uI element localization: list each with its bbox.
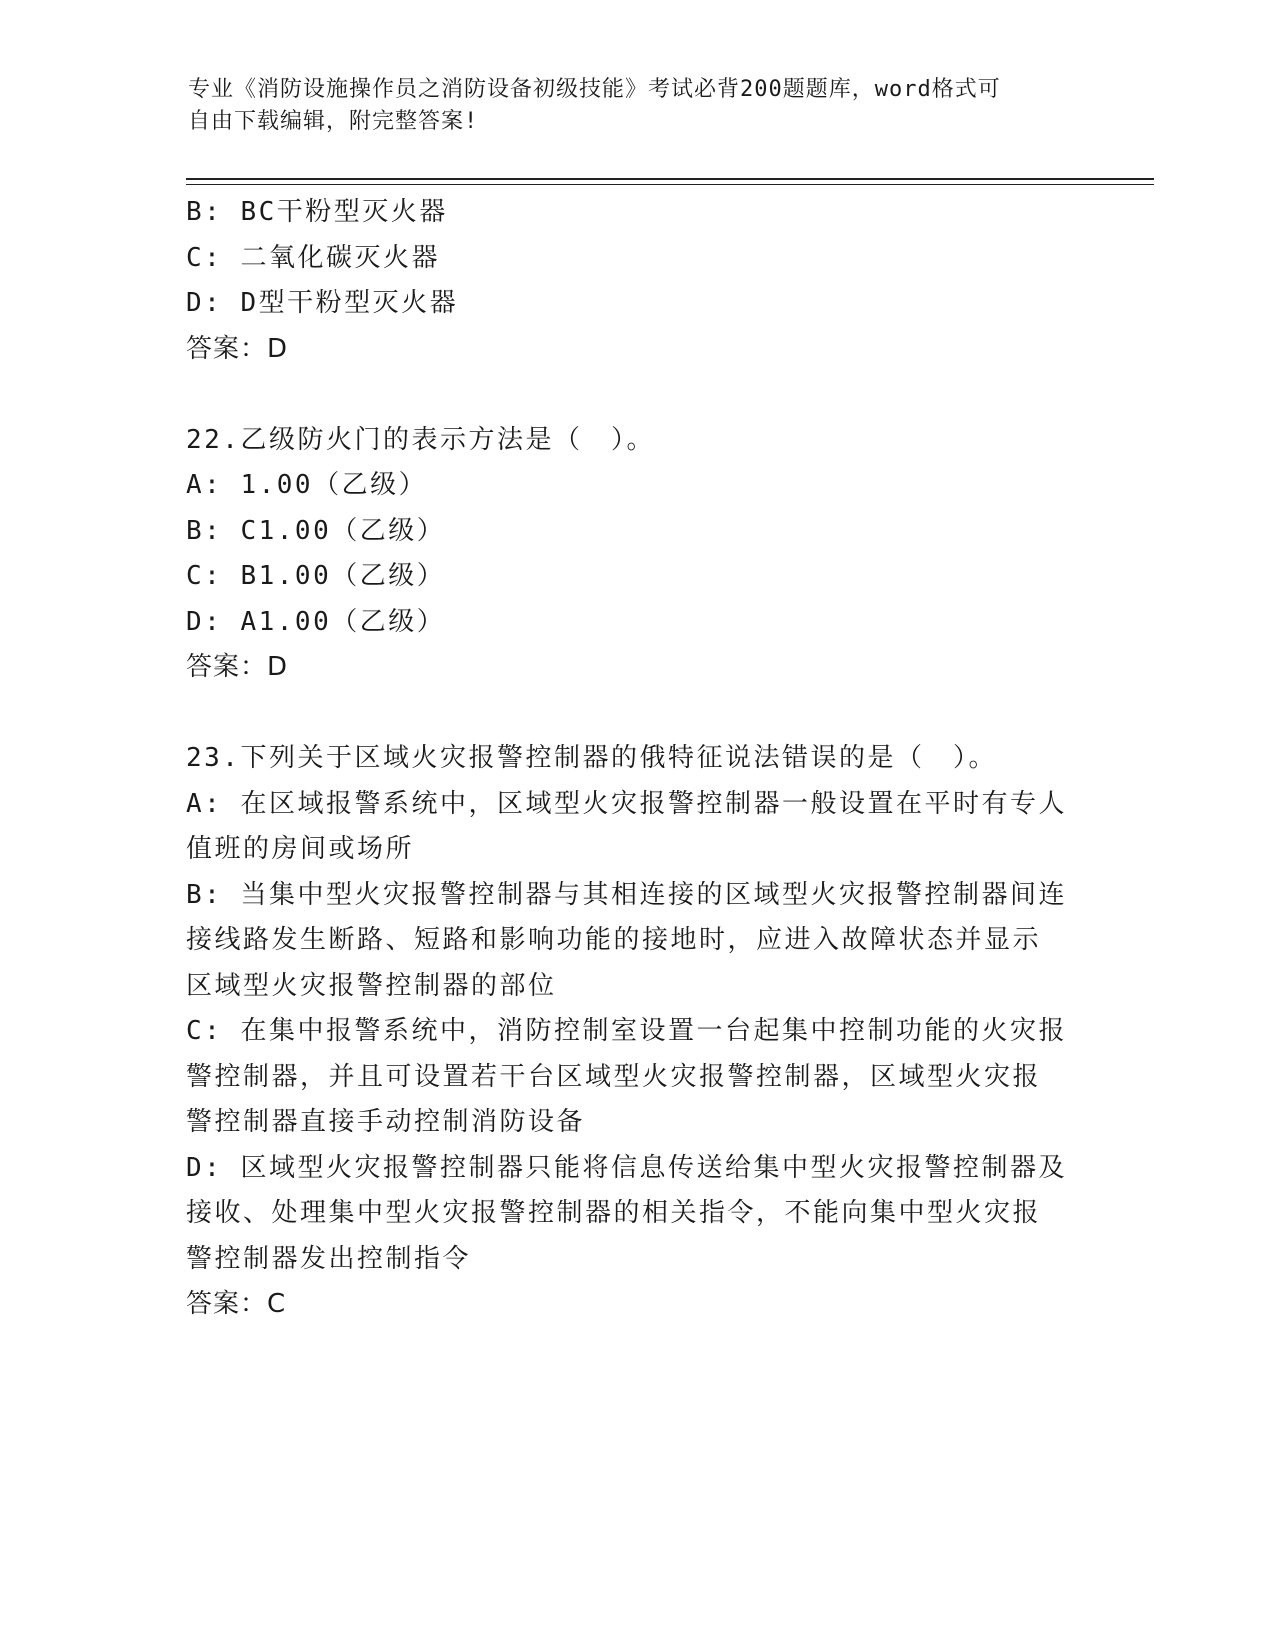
question-text: 23.下列关于区域火灾报警控制器的俄特征说法错误的是（ ）。 bbox=[186, 743, 997, 773]
option-d-line-3: 警控制器发出控制指令 bbox=[186, 1243, 472, 1274]
header-divider-thin bbox=[186, 184, 1154, 185]
option-c-line-2: 警控制器，并且可设置若干台区域型火灾报警控制器，区域型火灾报 bbox=[186, 1061, 1042, 1092]
option-c: C: 二氧化碳灭火器 bbox=[186, 242, 440, 273]
spacer bbox=[186, 691, 1086, 737]
spacer bbox=[186, 372, 1086, 418]
option-c-line-1: C: 在集中报警系统中，消防控制室设置一台起集中控制功能的火灾报 bbox=[186, 1016, 1067, 1046]
option-d-line-2: 接收、处理集中型火灾报警控制器的相关指令，不能向集中型火灾报 bbox=[186, 1198, 1042, 1228]
option-c: C: B1.00（乙级） bbox=[186, 561, 446, 591]
option-b: B: BC干粉型灭火器 bbox=[186, 197, 448, 227]
question-23 bbox=[186, 736, 1086, 1328]
option-a-line-2: 值班的房间或场所 bbox=[186, 834, 415, 864]
answer-line: 答案：D bbox=[186, 333, 289, 364]
header-title-line-2: 自由下载编辑，附完整答案! bbox=[188, 109, 479, 134]
option-b-line-3: 区域型火灾报警控制器的部位 bbox=[186, 970, 557, 1001]
option-c-line-3: 警控制器直接手动控制消防设备 bbox=[186, 1107, 586, 1137]
question-text: 22.乙级防火门的表示方法是（ ）。 bbox=[186, 424, 655, 455]
question-21-tail bbox=[186, 190, 1086, 372]
option-d: D: D型干粉型灭火器 bbox=[186, 288, 459, 318]
option-a: A: 1.00（乙级） bbox=[186, 470, 428, 500]
option-a-line-1: A: 在区域报警系统中，区域型火灾报警控制器一般设置在平时有专人 bbox=[186, 788, 1067, 819]
question-22 bbox=[186, 418, 1086, 691]
option-b-line-2: 接线路发生断路、短路和影响功能的接地时，应进入故障状态并显示 bbox=[186, 925, 1042, 955]
option-b: B: C1.00（乙级） bbox=[186, 515, 446, 546]
option-d: D: A1.00（乙级） bbox=[186, 606, 446, 637]
option-b-line-1: B: 当集中型火灾报警控制器与其相连接的区域型火灾报警控制器间连 bbox=[186, 879, 1067, 910]
question-content bbox=[186, 190, 1086, 1328]
header-title-line-1: 专业《消防设施操作员之消防设备初级技能》考试必背200题题库，word格式可 bbox=[188, 77, 1001, 102]
answer-line: 答案：C bbox=[186, 1289, 287, 1319]
page-header bbox=[188, 74, 1068, 138]
answer-line: 答案：D bbox=[186, 652, 289, 682]
option-d-line-1: D: 区域型火灾报警控制器只能将信息传送给集中型火灾报警控制器及 bbox=[186, 1152, 1067, 1183]
header-divider-thick bbox=[186, 178, 1154, 180]
